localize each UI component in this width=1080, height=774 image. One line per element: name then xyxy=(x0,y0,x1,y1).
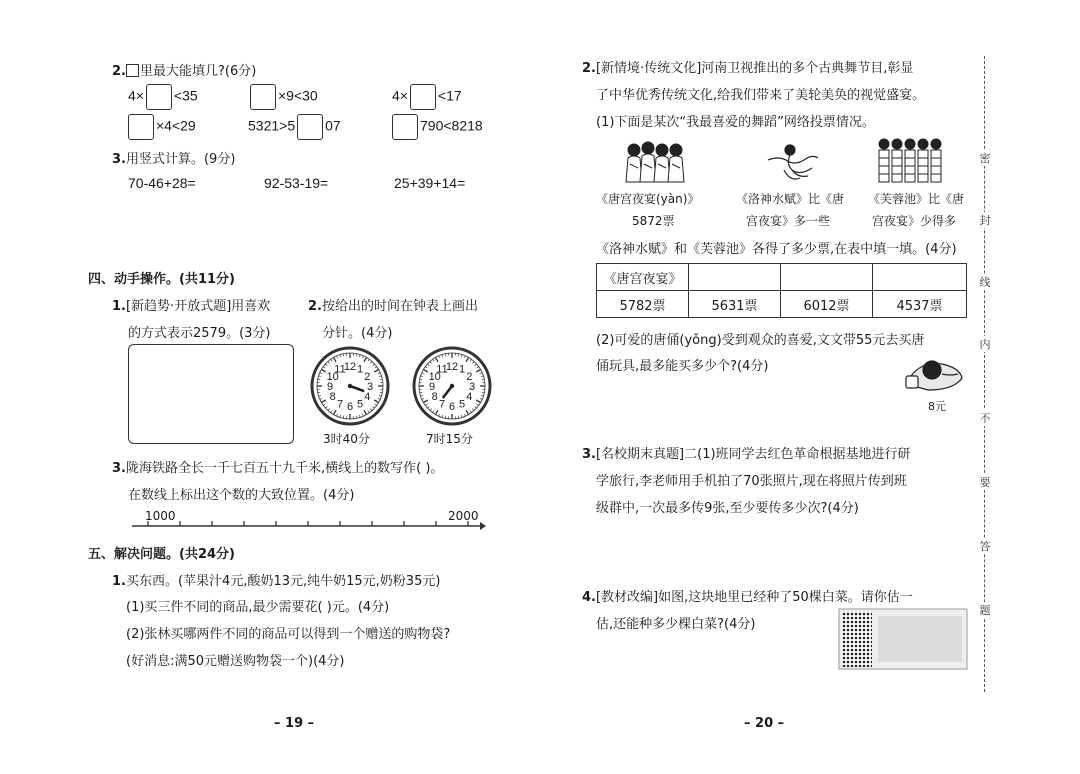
page-number-right: – 20 – xyxy=(744,716,785,731)
vote-table xyxy=(596,263,967,318)
numberline-end-label: 2000 xyxy=(448,509,479,523)
clock-group xyxy=(306,344,496,432)
r-q2-sub2-line1: (2)可爱的唐俑(yǒng)受到观众的喜爱,文文带55元去买唐 xyxy=(596,333,925,348)
q2-title xyxy=(112,60,256,79)
numberline-start-label: 1000 xyxy=(145,509,176,523)
clock-numeral: 6 xyxy=(346,401,354,413)
s5-q1-part2: (2)张林买哪两件不同的商品可以得到一个赠送的购物袋? xyxy=(126,627,451,642)
blank-item-post: ×9<30 xyxy=(278,87,318,104)
s4-q3-line1 xyxy=(112,457,443,476)
table-row xyxy=(597,264,967,291)
blank-item xyxy=(392,84,462,110)
r-q3-line3: 级群中,一次最多传9张,至少要传多少次?(4分) xyxy=(596,501,859,516)
clock-caption-1: 3时40分 xyxy=(323,432,370,446)
table-row xyxy=(597,291,967,318)
blank-item-post: 07 xyxy=(325,117,341,134)
clock-face-2[interactable] xyxy=(414,348,490,424)
r-q2-sub2-line2: 俑玩具,最多能买多少个?(4分) xyxy=(596,359,769,374)
r-q4-line1-text: [教材改编]如图,这块地里已经种了50棵白菜。请你估一 xyxy=(595,590,913,605)
dancer-luoshen-illustration xyxy=(760,138,822,184)
toy-price-label: 8元 xyxy=(928,400,946,413)
margin-char: 封 xyxy=(979,214,991,227)
q3-title xyxy=(112,148,235,167)
blank-item-pre: 4× xyxy=(128,87,144,104)
s5-q1-intro-text: 买东西。(苹果汁4元,酸奶13元,纯牛奶15元,奶粉35元) xyxy=(125,574,441,589)
clock-numeral: 10 xyxy=(326,371,339,383)
cabbage-field-illustration xyxy=(838,608,968,670)
clock-numeral: 8 xyxy=(431,391,438,403)
q2-number: 2. xyxy=(112,64,126,79)
clock-numeral: 9 xyxy=(428,381,436,393)
calc-expression: 92-53-19= xyxy=(264,175,329,191)
table-answer-cell[interactable] xyxy=(873,264,967,291)
caption-tang-line1: 《唐宫夜宴(yàn)》 xyxy=(596,192,700,206)
clock-numeral: 4 xyxy=(466,391,473,403)
dancers-tang-palace-illustration xyxy=(624,138,686,186)
page-number-left: – 19 – xyxy=(274,716,315,731)
s4-q2-text: 按给出的时间在钟表上画出 xyxy=(321,299,478,314)
caption-tang-line2: 5872票 xyxy=(632,214,675,228)
q3-title-text: 用竖式计算。(9分) xyxy=(125,152,236,167)
r-q3-number: 3. xyxy=(582,447,596,462)
blank-item-pre: 4× xyxy=(392,87,408,104)
clock-numeral: 6 xyxy=(448,401,456,413)
blank-item xyxy=(248,84,318,110)
answer-box[interactable] xyxy=(297,114,323,140)
r-q3-line1-text: [名校期末真题]二(1)班同学去红色革命根据基地进行研 xyxy=(595,447,911,462)
clock-numeral: 9 xyxy=(326,381,334,393)
s4-q2-line1 xyxy=(308,295,478,314)
blank-item-pre: 5321>5 xyxy=(248,117,296,134)
caption-furong-line2: 宫夜宴》少得多 xyxy=(872,214,957,228)
r-q2-line2: 了中华优秀传统文化,给我们带来了美轮美奂的视觉盛宴。 xyxy=(596,88,926,103)
section5-title: 五、解决问题。(共24分) xyxy=(88,547,235,562)
blank-item xyxy=(248,114,341,140)
blank-box-icon xyxy=(126,64,139,77)
blank-item-post: 790<8218 xyxy=(420,117,483,134)
s4-q3-number: 3. xyxy=(112,461,126,476)
q2-title-text: 里最大能填几?(6分) xyxy=(139,64,257,79)
caption-luoshen-line1: 《洛神水赋》比《唐 xyxy=(736,192,845,206)
r-q4-line1 xyxy=(582,586,913,605)
number-line[interactable] xyxy=(130,518,486,534)
answer-box[interactable] xyxy=(146,84,172,110)
clock-numeral: 11 xyxy=(334,363,346,376)
s5-q1-number: 1. xyxy=(112,574,126,589)
margin-char: 题 xyxy=(979,604,991,617)
s5-q1-note: (好消息:满50元赠送购物袋一个)(4分) xyxy=(126,654,345,669)
blank-item-post: <17 xyxy=(437,87,462,104)
blank-item xyxy=(128,84,198,110)
s4-q3-line2: 在数线上标出这个数的大致位置。(4分) xyxy=(128,488,355,503)
r-q2-line1-text: [新情境·传统文化]河南卫视推出的多个古典舞节目,彰显 xyxy=(595,61,914,76)
caption-luoshen-line2: 宫夜宴》多一些 xyxy=(746,214,831,228)
table-header-cell: 《唐宫夜宴》 xyxy=(597,264,689,291)
table-value-cell: 6012票 xyxy=(781,291,873,318)
clock-numeral: 3 xyxy=(366,381,374,393)
r-q3-line1 xyxy=(582,443,911,462)
table-answer-cell[interactable] xyxy=(781,264,873,291)
answer-box[interactable] xyxy=(410,84,436,110)
table-value-cell: 5782票 xyxy=(597,291,689,318)
section4-title: 四、动手操作。(共11分) xyxy=(88,272,235,287)
blank-item-post: <35 xyxy=(173,87,198,104)
clock-numeral: 7 xyxy=(438,398,446,411)
s4-q1-text: [新趋势·开放式题]用喜欢 xyxy=(125,299,271,314)
tang-figurine-toy-illustration xyxy=(898,350,966,396)
clock-numeral: 5 xyxy=(356,398,364,411)
clock-numeral: 11 xyxy=(436,363,448,376)
clock-numeral: 12 xyxy=(343,361,357,373)
s4-q1-number: 1. xyxy=(112,299,126,314)
answer-box[interactable] xyxy=(250,84,276,110)
clock-numeral: 2 xyxy=(466,371,473,383)
clock-numeral: 3 xyxy=(468,381,476,393)
caption-furong-line1: 《芙蓉池》比《唐 xyxy=(868,192,965,206)
r-q2-sub1: (1)下面是某次“我最喜爱的舞蹈”网络投票情况。 xyxy=(596,115,875,130)
clock-numeral: 1 xyxy=(458,363,466,376)
s4-q2-line2: 分针。(4分) xyxy=(322,326,393,341)
clock-numeral: 10 xyxy=(428,371,441,383)
margin-char: 密 xyxy=(979,152,991,165)
clock-numeral: 5 xyxy=(458,398,466,411)
blank-item-post: ×4<29 xyxy=(156,117,196,134)
r-q2-ask: 《洛神水赋》和《芙蓉池》各得了多少票,在表中填一填。(4分) xyxy=(596,242,957,257)
r-q2-number: 2. xyxy=(582,61,596,76)
blank-item xyxy=(390,114,483,140)
s5-q1-intro xyxy=(112,570,440,589)
margin-char: 答 xyxy=(979,540,991,553)
r-q2-line1 xyxy=(582,57,913,76)
clock-numeral: 1 xyxy=(356,363,364,376)
calc-expression: 70-46+28= xyxy=(128,175,196,191)
q3-number: 3. xyxy=(112,152,126,167)
answer-box[interactable] xyxy=(128,114,154,140)
clock-caption-2: 7时15分 xyxy=(426,432,473,446)
margin-char: 要 xyxy=(979,476,991,489)
table-value-cell: 4537票 xyxy=(873,291,967,318)
answer-box[interactable] xyxy=(392,114,418,140)
drawing-answer-area[interactable] xyxy=(128,344,294,444)
calc-expression: 25+39+14= xyxy=(394,175,466,191)
r-q3-line2: 学旅行,李老师用手机拍了70张照片,现在将照片传到班 xyxy=(596,474,907,489)
clock-numeral: 8 xyxy=(329,391,336,403)
clock-center-dot xyxy=(348,384,352,388)
margin-char: 线 xyxy=(979,276,991,289)
table-value-cell: 5631票 xyxy=(689,291,781,318)
dancers-furong-illustration xyxy=(876,136,942,186)
clock-face-1[interactable] xyxy=(312,348,388,424)
margin-char: 不 xyxy=(979,412,991,425)
table-answer-cell[interactable] xyxy=(689,264,781,291)
clock-numeral: 4 xyxy=(364,391,371,403)
r-q4-number: 4. xyxy=(582,590,596,605)
s4-q1-line1 xyxy=(112,295,270,314)
clock-numeral: 2 xyxy=(364,371,371,383)
clock-center-dot xyxy=(450,384,454,388)
s5-q1-part1: (1)买三件不同的商品,最少需要花( )元。(4分) xyxy=(126,600,390,615)
clock-numeral: 12 xyxy=(445,361,459,373)
s4-q3-text: 陇海铁路全长一千七百五十九千米,横线上的数写作( )。 xyxy=(125,461,444,476)
margin-char: 内 xyxy=(979,338,991,351)
r-q4-line2: 估,还能种多少棵白菜?(4分) xyxy=(596,617,756,632)
s4-q2-number: 2. xyxy=(308,299,322,314)
clock-numeral: 7 xyxy=(336,398,344,411)
s4-q1-line2: 的方式表示2579。(3分) xyxy=(128,326,271,341)
blank-item xyxy=(126,114,196,140)
